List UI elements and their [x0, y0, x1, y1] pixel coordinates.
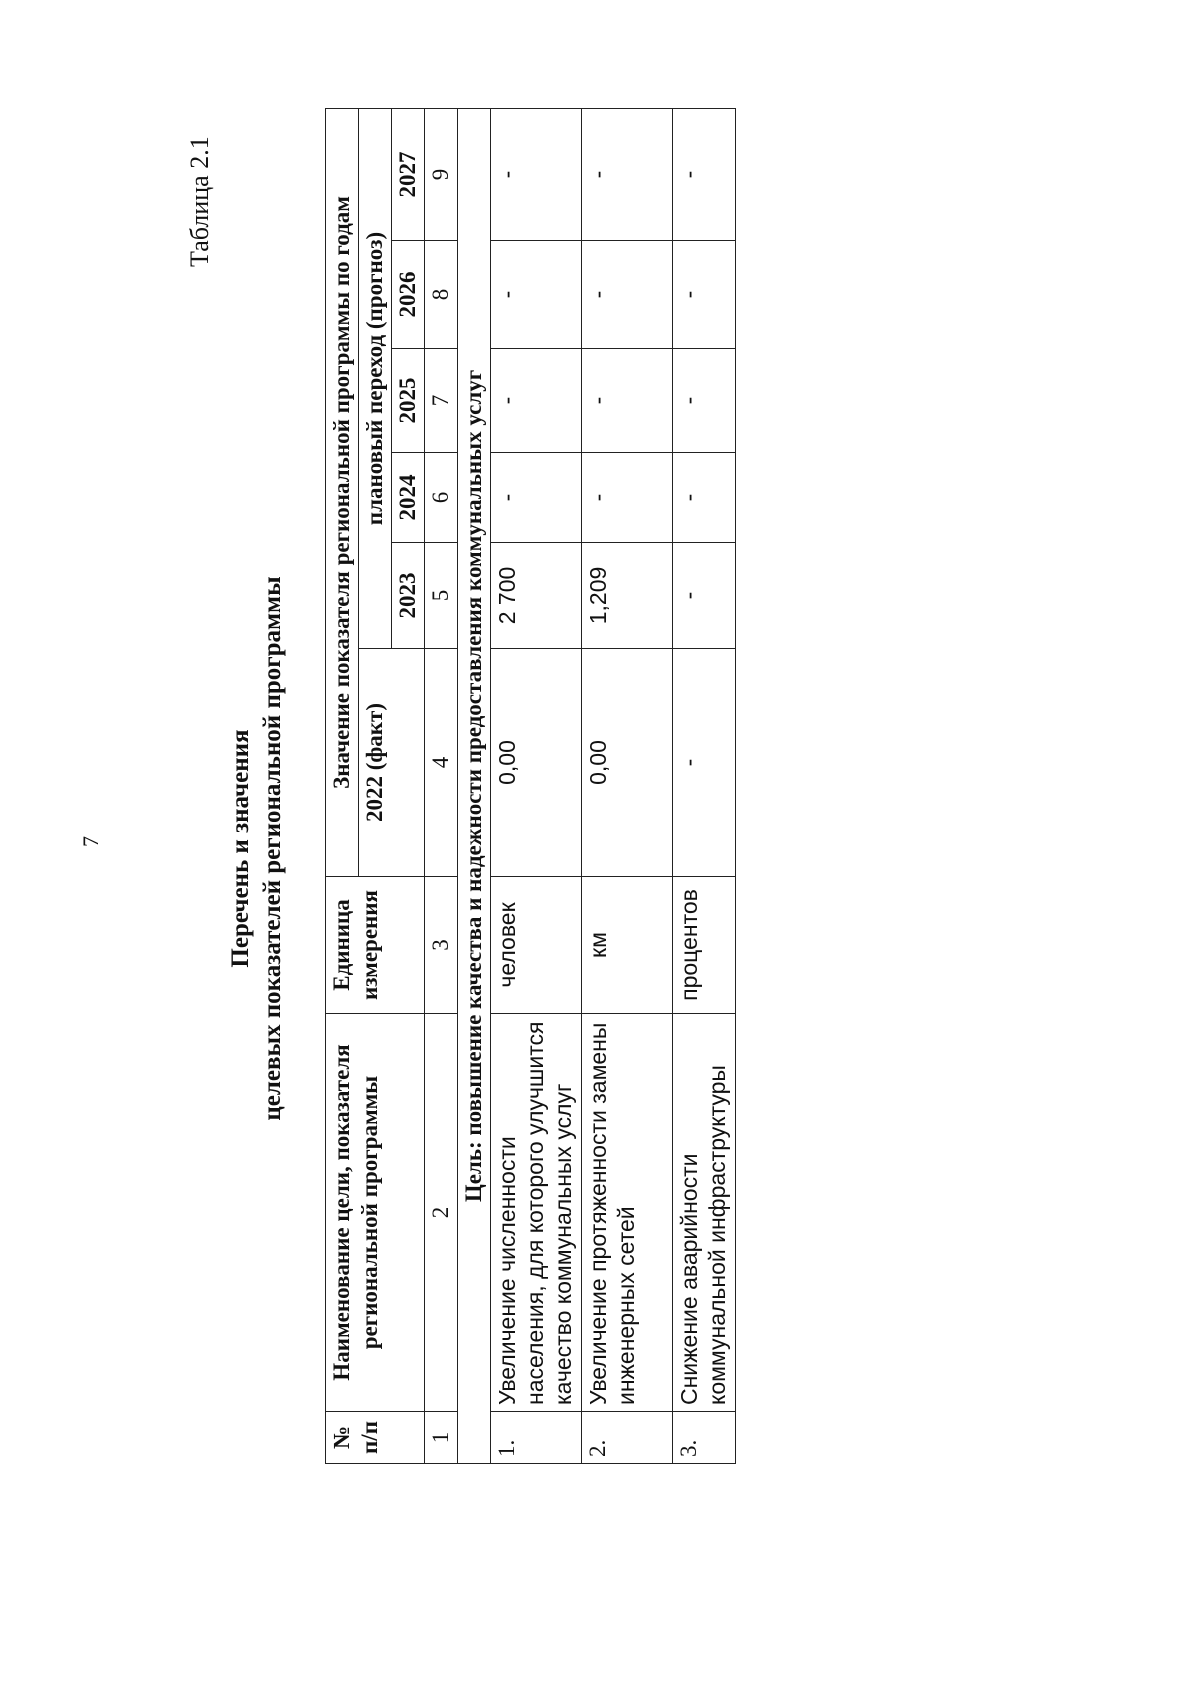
title-line-1: Перечень и значения [227, 729, 254, 968]
header-unit: Единица измерения [326, 877, 425, 1014]
value-year: - [582, 453, 673, 543]
column-number: 2 [425, 1014, 458, 1412]
value-year: - [582, 108, 673, 240]
value-year: - [673, 108, 736, 240]
header-forecast: плановый переход (прогноз) [359, 108, 392, 648]
row-number: 2. [582, 1412, 673, 1464]
value-year: - [673, 241, 736, 349]
column-number: 3 [425, 877, 458, 1014]
indicator-unit: км [582, 877, 673, 1014]
indicator-unit: человек [491, 877, 582, 1014]
table-label: Таблица 2.1 [185, 136, 214, 267]
value-year: 1,209 [582, 543, 673, 649]
header-year: 2027 [392, 108, 425, 240]
header-year: 2025 [392, 349, 425, 453]
indicator-unit: процентов [673, 877, 736, 1014]
column-number-row [425, 108, 458, 1463]
header-year: 2024 [392, 453, 425, 543]
header-year: 2023 [392, 543, 425, 649]
header-row-1 [326, 108, 359, 1463]
goal-row [458, 108, 491, 1463]
table-row [673, 108, 736, 1463]
header-num: № п/п [326, 1412, 425, 1464]
row-number: 3. [673, 1412, 736, 1464]
value-year: - [491, 349, 582, 453]
indicator-name: Снижение аварийности коммунальной инфраструктуры [673, 1014, 736, 1412]
indicator-name: Увеличение численности населения, для которого улучшится качество коммунальных услуг [491, 1014, 582, 1412]
header-values-group: Значение показателя региональной программы по годам [326, 108, 359, 876]
goal-text: Цель: повышение качества и надежности предоставления коммунальных услуг [458, 108, 491, 1463]
value-fact: - [673, 649, 736, 877]
value-year: - [491, 241, 582, 349]
column-number: 6 [425, 453, 458, 543]
header-fact: 2022 (факт) [359, 649, 425, 877]
table-row [491, 108, 582, 1463]
table-row [582, 108, 673, 1463]
column-number: 7 [425, 349, 458, 453]
document-title [225, 0, 289, 1697]
title-line-2: целевых показателей региональной программы [259, 576, 286, 1121]
column-number: 5 [425, 543, 458, 649]
value-year: 2 700 [491, 543, 582, 649]
value-year: - [582, 241, 673, 349]
value-year: - [582, 349, 673, 453]
column-number: 8 [425, 241, 458, 349]
indicators-table [325, 108, 736, 1464]
column-number: 1 [425, 1412, 458, 1464]
row-number: 1. [491, 1412, 582, 1464]
header-year: 2026 [392, 241, 425, 349]
header-name: Наименование цели, показателя региональной программы [326, 1014, 425, 1412]
value-year: - [673, 349, 736, 453]
column-number: 4 [425, 649, 458, 877]
value-fact: 0,00 [491, 649, 582, 877]
page-number: 7 [78, 836, 103, 847]
indicator-name: Увеличение протяженности замены инженерных сетей [582, 1014, 673, 1412]
value-fact: 0,00 [582, 649, 673, 877]
value-year: - [673, 453, 736, 543]
value-year: - [673, 543, 736, 649]
value-year: - [491, 453, 582, 543]
value-year: - [491, 108, 582, 240]
column-number: 9 [425, 108, 458, 240]
